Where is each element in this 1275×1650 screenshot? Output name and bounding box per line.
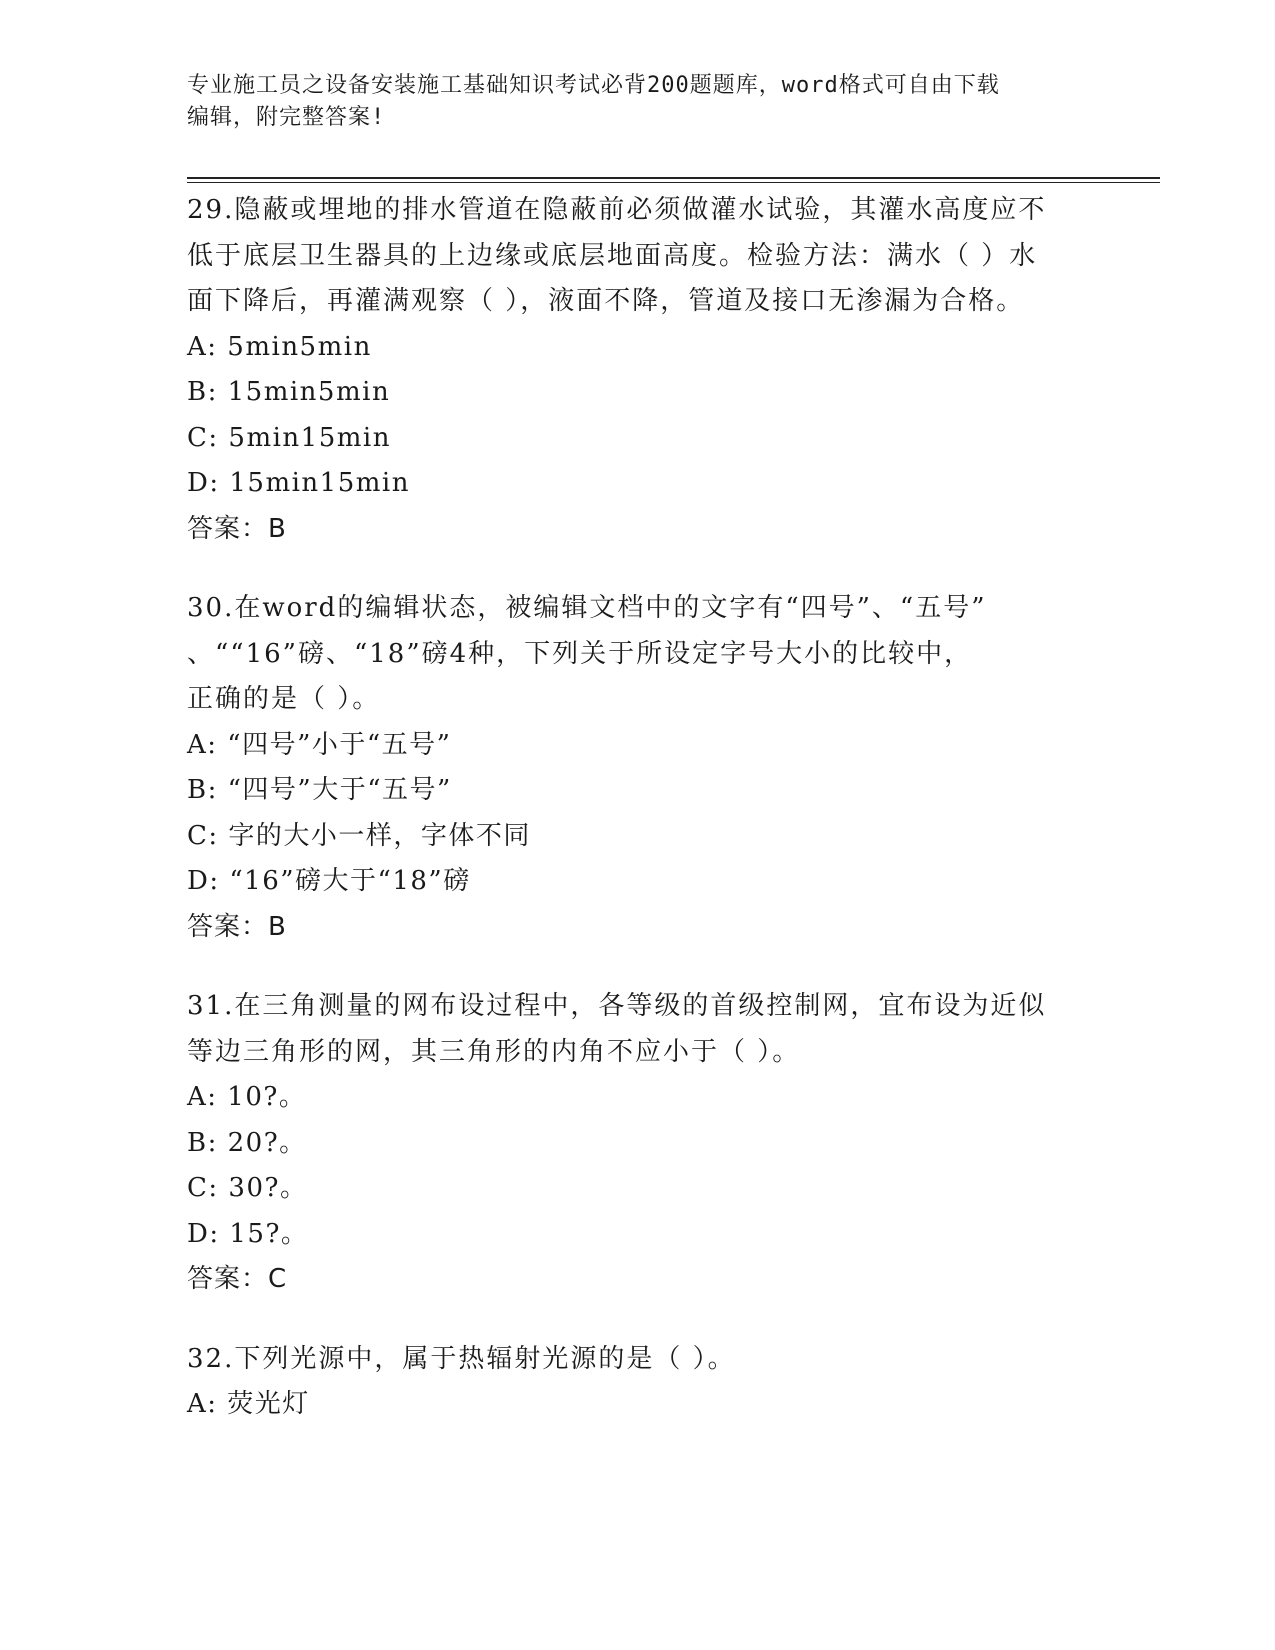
question-32: [187, 1337, 1087, 1428]
option-d: D: 15?。: [187, 1218, 309, 1249]
option-c: C: 5min15min: [187, 422, 391, 453]
option-b: B: 15min5min: [187, 377, 391, 407]
option-a: A: “四号”小于“五号”: [187, 729, 452, 760]
answer-line: 答案：B: [187, 513, 287, 544]
answer-line: 答案：C: [187, 1264, 288, 1294]
stem-line: 等边三角形的网，其三角形的内角不应小于（ ）。: [187, 1036, 801, 1067]
option-a: A: 5min5min: [187, 331, 372, 362]
question-stem: [187, 188, 1087, 325]
document-header: [187, 70, 1087, 134]
stem-line: 正确的是（ ）。: [187, 684, 381, 714]
stem-line: 32.下列光源中，属于热辐射光源的是（ ）。: [187, 1343, 736, 1374]
option-a: A: 10?。: [187, 1082, 307, 1112]
option-c: C: 字的大小一样，字体不同: [187, 820, 531, 851]
header-divider-thick: [187, 177, 1160, 179]
option-c: C: 30?。: [187, 1173, 308, 1203]
stem-line: 31.在三角测量的网布设过程中，各等级的首级控制网，宜布设为近似: [187, 991, 1047, 1021]
stem-line: 、““16”磅、“18”磅4种，下列关于所设定字号大小的比较中，: [187, 638, 973, 669]
question-29: [187, 188, 1087, 552]
question-list: [187, 188, 1087, 1462]
question-31: [187, 984, 1087, 1303]
option-b: B: 20?。: [187, 1127, 307, 1158]
option-b: B: “四号”大于“五号”: [187, 775, 452, 805]
question-stem: [187, 586, 1087, 723]
header-divider-thin: [187, 182, 1160, 183]
option-d: D: 15min15min: [187, 468, 410, 498]
question-stem: [187, 1337, 1087, 1383]
stem-line: 29.隐蔽或埋地的排水管道在隐蔽前必须做灌水试验，其灌水高度应不: [187, 195, 1047, 225]
header-line: 专业施工员之设备安装施工基础知识考试必背200题题库，word格式可自由下载: [187, 73, 1000, 98]
stem-line: 低于底层卫生器具的上边缘或底层地面高度。检验方法：满水（ ）水: [187, 240, 1038, 271]
question-stem: [187, 984, 1087, 1075]
option-a: A: 荧光灯: [187, 1389, 310, 1419]
stem-line: 面下降后，再灌满观察（ ），液面不降，管道及接口无渗漏为合格。: [187, 286, 1025, 316]
option-d: D: “16”磅大于“18”磅: [187, 866, 471, 896]
header-line: 编辑，附完整答案!: [187, 105, 386, 130]
stem-line: 30.在word的编辑状态，被编辑文档中的文字有“四号”、“五号”: [187, 593, 987, 623]
answer-line: 答案：B: [187, 911, 287, 942]
question-30: [187, 586, 1087, 950]
